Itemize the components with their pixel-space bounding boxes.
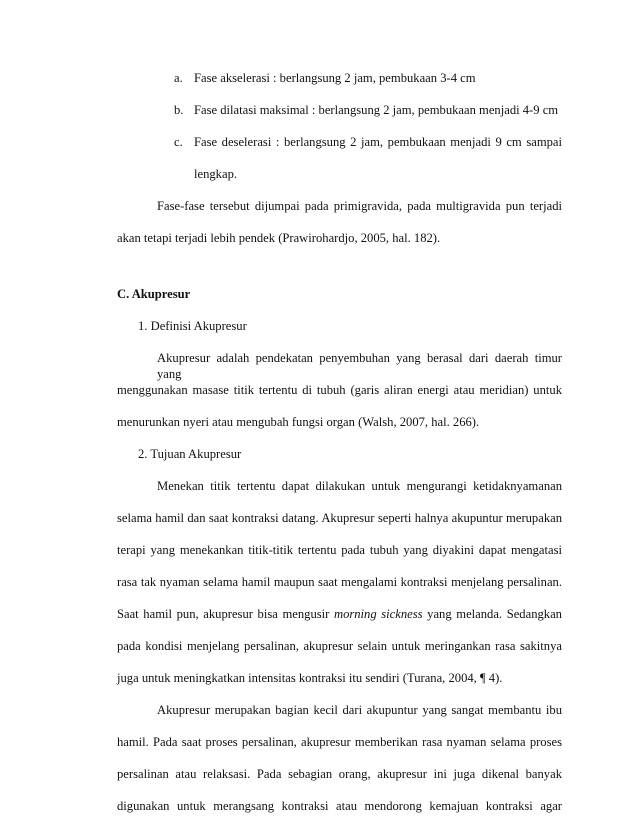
list-item-a-text: Fase akselerasi : berlangsung 2 jam, pembukaan 3-4 cm xyxy=(194,71,476,85)
tujuan-paragraph-line-7: juga untuk meningkatkan intensitas kontraksi itu sendiri (Turana, 2004, ¶ 4). xyxy=(117,671,503,685)
subsection-2-heading: 2. Tujuan Akupresur xyxy=(138,447,242,461)
tujuan-paragraph-line-5 xyxy=(117,606,562,622)
fase-paragraph-line-1: Fase-fase tersebut dijumpai pada primigravida, pada multigravida pun terjadi xyxy=(157,199,562,213)
fase-paragraph-line-2: akan tetapi terjadi lebih pendek (Prawirohardjo, 2005, hal. 182). xyxy=(117,231,441,245)
akupuntur-paragraph-line-4: digunakan untuk merangsang kontraksi atau mendorong kemajuan kontraksi agar xyxy=(117,799,562,813)
definisi-paragraph-line-1: Akupresur adalah pendekatan penyembuhan yang berasal dari daerah timur yang xyxy=(157,351,562,381)
morning-sickness-term: morning sickness xyxy=(333,607,423,621)
list-item-c-line-1: Fase deselerasi : berlangsung 2 jam, pembukaan menjadi 9 cm sampai xyxy=(194,135,562,149)
tujuan-paragraph-line-4: rasa tak nyaman selama hamil maupun saat mengalami kontraksi menjelang persalinan. xyxy=(117,575,562,589)
akupuntur-paragraph-line-2: hamil. Pada saat proses persalinan, akupresur memberikan rasa nyaman selama proses xyxy=(117,735,562,749)
list-item-c-line-2: lengkap. xyxy=(194,167,238,181)
akupuntur-paragraph-line-3: persalinan atau relaksasi. Pada sebagian orang, akupresur ini juga dikenal banyak xyxy=(117,767,562,781)
subsection-1-heading: 1. Definisi Akupresur xyxy=(138,319,247,333)
list-marker-c: c. xyxy=(174,135,183,149)
akupuntur-paragraph-line-1: Akupresur merupakan bagian kecil dari akupuntur yang sangat membantu ibu xyxy=(157,703,562,717)
definisi-paragraph-line-2: menggunakan masase titik tertentu di tubuh (garis aliran energi atau meridian) untuk xyxy=(117,383,562,397)
list-marker-b: b. xyxy=(174,103,184,117)
definisi-paragraph-line-3: menurunkan nyeri atau mengubah fungsi organ (Walsh, 2007, hal. 266). xyxy=(117,415,480,429)
list-marker-a: a. xyxy=(174,71,183,85)
section-heading: C. Akupresur xyxy=(117,287,191,301)
tujuan-paragraph-line-1: Menekan titik tertentu dapat dilakukan untuk mengurangi ketidaknyamanan xyxy=(157,479,562,493)
tujuan-paragraph-line-3: terapi yang menekankan titik-titik tertentu pada tubuh yang diyakini dapat mengatasi xyxy=(117,543,562,557)
tujuan-line-5-before: Saat hamil pun, akupresur bisa mengusir xyxy=(117,607,330,621)
tujuan-paragraph-line-6: pada kondisi menjelang persalinan, akupresur selain untuk meringankan rasa sakitnya xyxy=(117,639,562,653)
list-item-b-text: Fase dilatasi maksimal : berlangsung 2 jam, pembukaan menjadi 4-9 cm xyxy=(194,103,559,117)
tujuan-paragraph-line-2: selama hamil dan saat kontraksi datang. Akupresur seperti halnya akupuntur merupakan xyxy=(117,511,562,525)
tujuan-line-5-after: yang melanda. Sedangkan xyxy=(427,607,562,621)
